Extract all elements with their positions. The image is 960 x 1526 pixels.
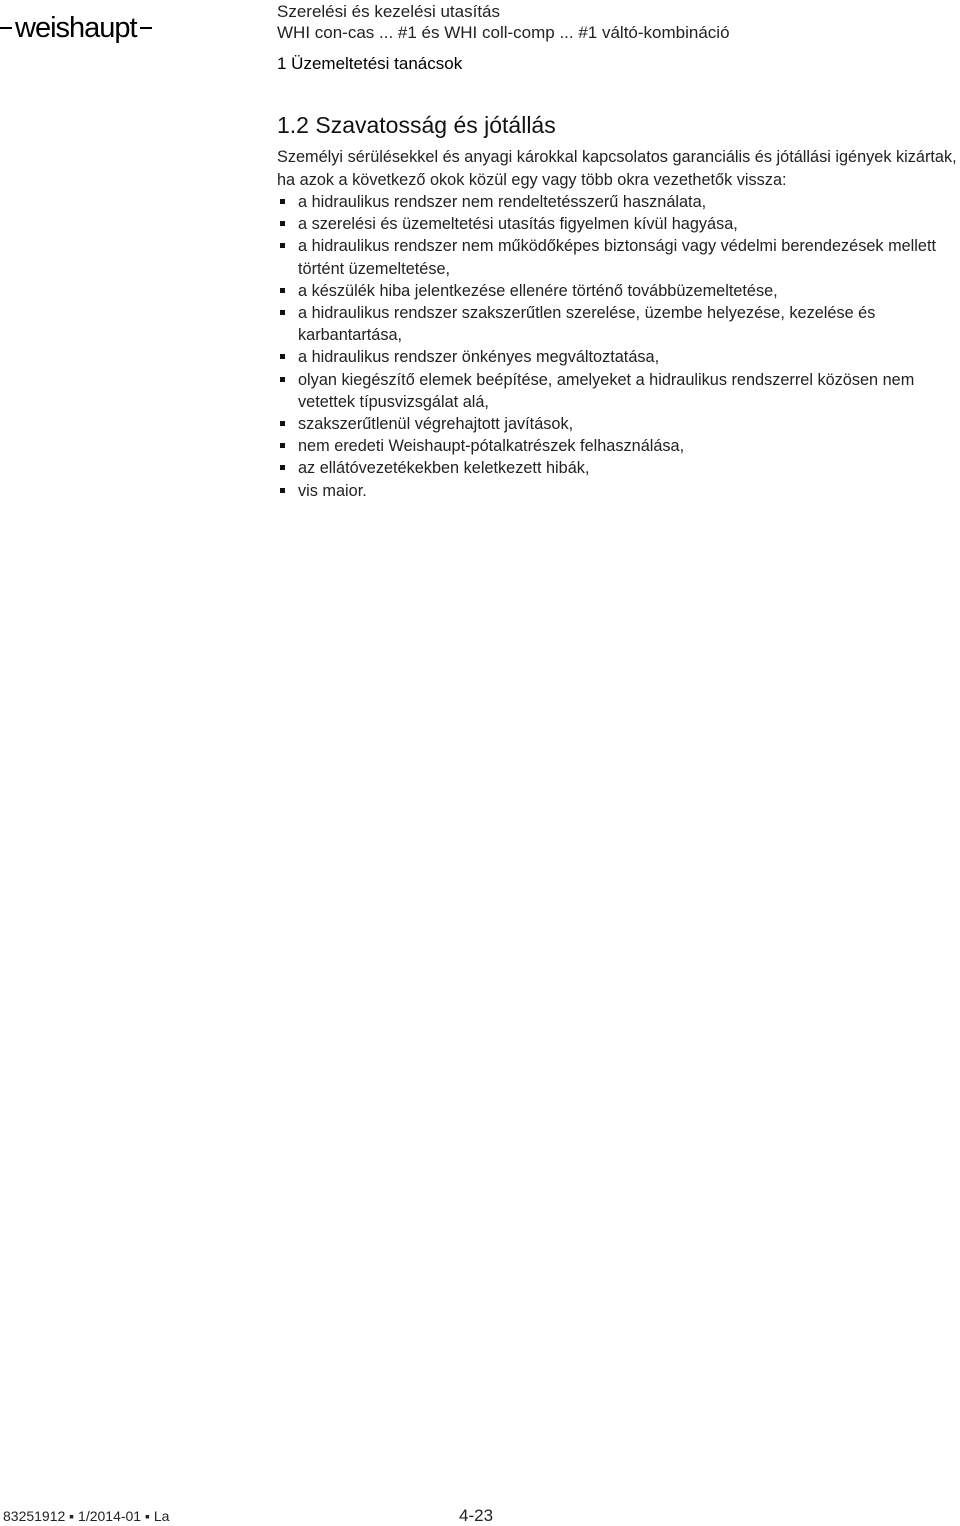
- list-item: [277, 369, 957, 413]
- document-title: Szerelési és kezelési utasítás: [277, 2, 500, 21]
- bullet-icon: [280, 221, 285, 226]
- list-item-text: vis maior.: [298, 481, 367, 500]
- list-item-text: a szerelési és üzemeltetési utasítás figyelmen kívül hagyása,: [298, 215, 738, 234]
- logo-dash-right: [140, 27, 152, 29]
- footer-document-number: 83251912 ▪ 1/2014-01 ▪ La: [3, 1508, 170, 1524]
- section-title: 1.2 Szavatosság és jótállás: [277, 112, 556, 138]
- list-item: [277, 346, 957, 368]
- list-item: [277, 280, 957, 302]
- list-item-text: a készülék hiba jelentkezése ellenére történő továbbüzemeltetése,: [298, 281, 778, 300]
- bullet-icon: [280, 443, 285, 448]
- list-item-text: nem eredeti Weishaupt-pótalkatrészek felhasználása,: [298, 437, 685, 456]
- list-item: [277, 213, 957, 235]
- list-item: [277, 235, 957, 279]
- bullet-icon: [280, 465, 285, 470]
- bullet-icon: [280, 199, 285, 204]
- exclusion-list: [277, 191, 957, 502]
- weishaupt-logo: [0, 8, 152, 48]
- list-item: [277, 191, 957, 213]
- list-item-text: a hidraulikus rendszer nem működőképes biztonsági vagy védelmi berendezések mellett történt üzemeltetése,: [298, 237, 937, 278]
- list-item-text: az ellátóvezetékekben keletkezett hibák,: [298, 459, 590, 478]
- bullet-icon: [280, 288, 285, 293]
- bullet-icon: [280, 354, 285, 359]
- document-subtitle: WHI con-cas ... #1 és WHI coll-comp ... #1 váltó-kombináció: [277, 23, 730, 42]
- list-item-text: a hidraulikus rendszer szakszerűtlen szerelése, üzembe helyezése, kezelése és karbantartása,: [298, 304, 876, 345]
- list-item: [277, 302, 957, 346]
- list-item-text: a hidraulikus rendszer önkényes megváltoztatása,: [298, 348, 660, 367]
- section-intro: Személyi sérülésekkel és anyagi károkkal kapcsolatos garanciális és jótállási igények kizártak, ha azok a következő okok közül egy vagy több okra vezethetők vissza:: [277, 148, 957, 189]
- bullet-icon: [280, 243, 285, 248]
- bullet-icon: [280, 310, 285, 315]
- footer-page-number: 4-23: [459, 1506, 494, 1525]
- list-item-text: a hidraulikus rendszer nem rendeltetésszerű használata,: [298, 193, 707, 211]
- logo-wordmark: weishaupt: [15, 12, 137, 44]
- logo-dash-left: [0, 27, 12, 29]
- list-item-text: olyan kiegészítő elemek beépítése, amelyeket a hidraulikus rendszerrel közösen nem vetettek típusvizsgálat alá,: [298, 370, 915, 411]
- list-item: [277, 435, 957, 457]
- list-item-text: szakszerűtlenül végrehajtott javítások,: [298, 415, 574, 434]
- list-item: [277, 480, 957, 502]
- list-item: [277, 413, 957, 435]
- bullet-icon: [280, 377, 285, 382]
- bullet-icon: [280, 421, 285, 426]
- chapter-heading: 1 Üzemeltetési tanácsok: [277, 54, 463, 73]
- list-item: [277, 457, 957, 479]
- bullet-icon: [280, 488, 285, 493]
